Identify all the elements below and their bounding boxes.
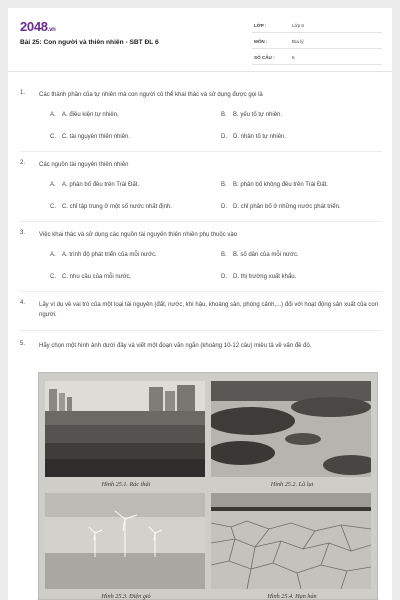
- option-letter: C.: [50, 204, 56, 210]
- divider: [20, 221, 382, 222]
- worksheet-header: [8, 8, 392, 72]
- caption-drought: Hình 25.4. Hạn hán: [267, 593, 317, 600]
- meta-row-class: [252, 20, 382, 33]
- caption-flood: Hình 25.2. Lũ lụt: [270, 481, 314, 488]
- option-text: D. thị trường xuất khẩu.: [233, 274, 297, 280]
- divider: [20, 291, 382, 292]
- option-text: B. phân bố không đều trên Trái Đất.: [233, 182, 329, 188]
- option-text: A. trình độ phát triển của mỗi nước.: [62, 252, 157, 258]
- meta-value: Lớp 6: [292, 23, 304, 28]
- question-text: Việc khai thác và sử dụng các nguồn tài nguyên thiên nhiên phụ thuộc vào: [39, 232, 238, 238]
- question-number: 3.: [20, 230, 26, 236]
- option-text: C. chỉ tập trung ở một số nước nhất định.: [62, 204, 172, 210]
- option-text: D. chỉ phân bố ở những nước phát triển.: [233, 204, 341, 210]
- question-number: 1.: [20, 90, 26, 96]
- worksheet-page: [8, 8, 392, 600]
- photo-garbage: [45, 381, 205, 477]
- question-text: Lấy ví dụ về vai trò của một loại tài nguyên (đất, nước, khí hậu, khoáng sản, phong cảnh,...) đối với hoạt động sản xuất của con người.: [39, 302, 379, 318]
- option-text: C. nhu cầu của mỗi nước.: [62, 274, 132, 280]
- option-text: B. yếu tố tự nhiên.: [233, 112, 283, 118]
- option-letter: C.: [50, 134, 56, 140]
- question-number: 2.: [20, 160, 26, 166]
- option-letter: A.: [50, 182, 56, 188]
- option-text: A. điều kiện tự nhiên.: [62, 112, 119, 118]
- logo-suffix: .vn: [47, 27, 56, 33]
- photo-drought: [211, 493, 371, 589]
- question-text: Các thành phần của tự nhiên mà con người có thể khai thác và sử dụng được gọi là: [39, 92, 263, 98]
- option-letter: D.: [221, 134, 227, 140]
- question-number: 5.: [20, 341, 26, 347]
- divider: [20, 330, 382, 331]
- photo-flood: [211, 381, 371, 477]
- logo-main: 2048: [20, 19, 48, 34]
- question-number: 4.: [20, 300, 26, 306]
- option-letter: B.: [221, 112, 227, 118]
- option-letter: B.: [221, 252, 227, 258]
- option-letter: A.: [50, 112, 56, 118]
- option-text: B. số dân của mỗi nước.: [233, 252, 299, 258]
- option-letter: B.: [221, 182, 227, 188]
- option-text: D. nhân tố tự nhiên.: [233, 134, 287, 140]
- meta-key: LỚP :: [254, 23, 267, 28]
- option-letter: D.: [221, 274, 227, 280]
- meta-key: SỐ CÂU :: [254, 55, 275, 60]
- caption-wind-power: Hình 25.3. Điện gió: [101, 593, 151, 600]
- option-letter: A.: [50, 252, 56, 258]
- question-text: Hãy chọn một hình ảnh dưới đây và viết một đoạn văn ngắn (khoảng 10-12 câu) miêu tả về vấn đề đó.: [39, 343, 312, 349]
- textbook-figures: [38, 372, 378, 600]
- question-text: Các nguồn tài nguyên thiên nhiên: [39, 162, 129, 168]
- caption-garbage: Hình 25.1. Rác thải: [101, 481, 151, 488]
- photo-wind-power: [45, 493, 205, 589]
- meta-value: 5: [292, 55, 295, 60]
- meta-key: MÔN :: [254, 39, 268, 44]
- option-text: C. tài nguyên thiên nhiên.: [62, 134, 131, 140]
- meta-value: Địa lý: [292, 39, 304, 44]
- option-letter: C.: [50, 274, 56, 280]
- option-letter: D.: [221, 204, 227, 210]
- option-text: A. phân bố đều trên Trái Đất.: [62, 182, 140, 188]
- page-title: Bài 25: Con người và thiên nhiên - SBT ĐL 6: [20, 39, 159, 46]
- meta-row-count: [252, 52, 382, 65]
- meta-row-subject: [252, 36, 382, 49]
- divider: [20, 151, 382, 152]
- site-logo[interactable]: [20, 19, 56, 34]
